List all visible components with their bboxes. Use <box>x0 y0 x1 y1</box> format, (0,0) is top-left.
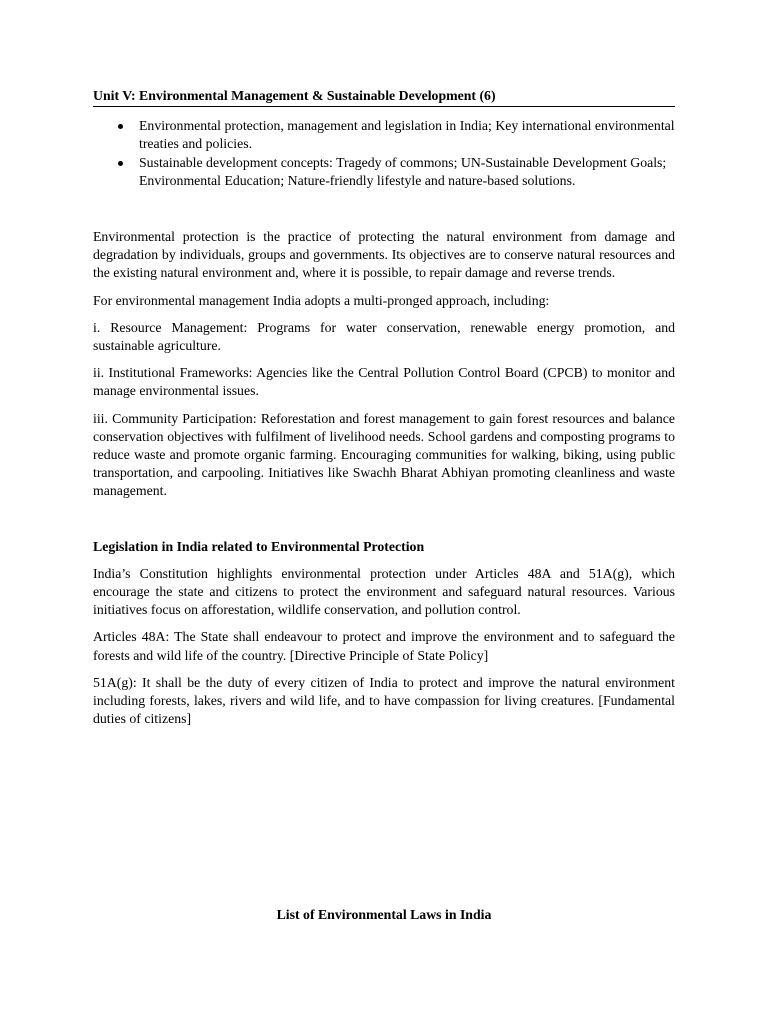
syllabus-item <box>93 154 675 190</box>
article-48a-paragraph: Articles 48A: The State shall endeavour to protect and improve the environment and to safeguard the forests and wild life of the country. [Directive Principle of State Policy] <box>93 629 675 663</box>
syllabus-item-text: Environmental protection, management and legislation in India; Key international environmental treaties and policies. <box>139 118 675 152</box>
document-body <box>93 87 675 737</box>
legislation-heading: Legislation in India related to Environmental Protection <box>93 538 425 554</box>
intro-paragraph: Environmental protection is the practice of protecting the natural environment from damage and degradation by individuals, groups and governments. Its objectives are to conserve natural resources and the existing natural environment and, where it is possible, to repair damage and reverse trends. <box>93 229 675 281</box>
bullet-icon <box>118 161 123 166</box>
laws-list-title: List of Environmental Laws in India <box>276 907 492 922</box>
resource-management-paragraph: i. Resource Management: Programs for water conservation, renewable energy promotion, and sustainable agriculture. <box>93 319 675 354</box>
constitution-paragraph: India’s Constitution highlights environmental protection under Articles 48A and 51A(g), which encourage the state and citizens to protect the environment and safeguard natural resources. Various initiatives focus on afforestation, wildlife conservation, and pollution control. <box>93 565 675 618</box>
syllabus-list <box>93 117 675 190</box>
approach-paragraph: For environmental management India adopts a multi-pronged approach, including: <box>93 292 550 308</box>
syllabus-item-text: Sustainable development concepts: Tragedy of commons; UN-Sustainable Development Goals; Environmental Education; Nature-friendly lifestyle and nature-based solutions. <box>139 154 667 188</box>
bullet-icon <box>118 124 123 129</box>
community-participation-paragraph: iii. Community Participation: Reforestation and forest management to gain forest resources and balance conservation objectives with fulfilment of livelihood needs. School gardens and composting programs to reduce waste and promote organic farming. Encouraging communities for walking, biking, using public transportation, and carpooling. Initiatives like Swachh Bharat Abhiyan promoting cleanliness and waste management. <box>93 410 675 499</box>
institutional-frameworks-paragraph: ii. Institutional Frameworks: Agencies like the Central Pollution Control Board (CPCB) to monitor and manage environmental issues. <box>93 365 675 399</box>
unit-heading: Unit V: Environmental Management & Sustainable Development (6) <box>93 87 675 107</box>
article-51ag-paragraph: 51A(g): It shall be the duty of every citizen of India to protect and improve the natural environment including forests, lakes, rivers and wild life, and to have compassion for living creatures. [Fundamental duties of citizens] <box>93 674 675 727</box>
syllabus-item <box>93 117 675 153</box>
